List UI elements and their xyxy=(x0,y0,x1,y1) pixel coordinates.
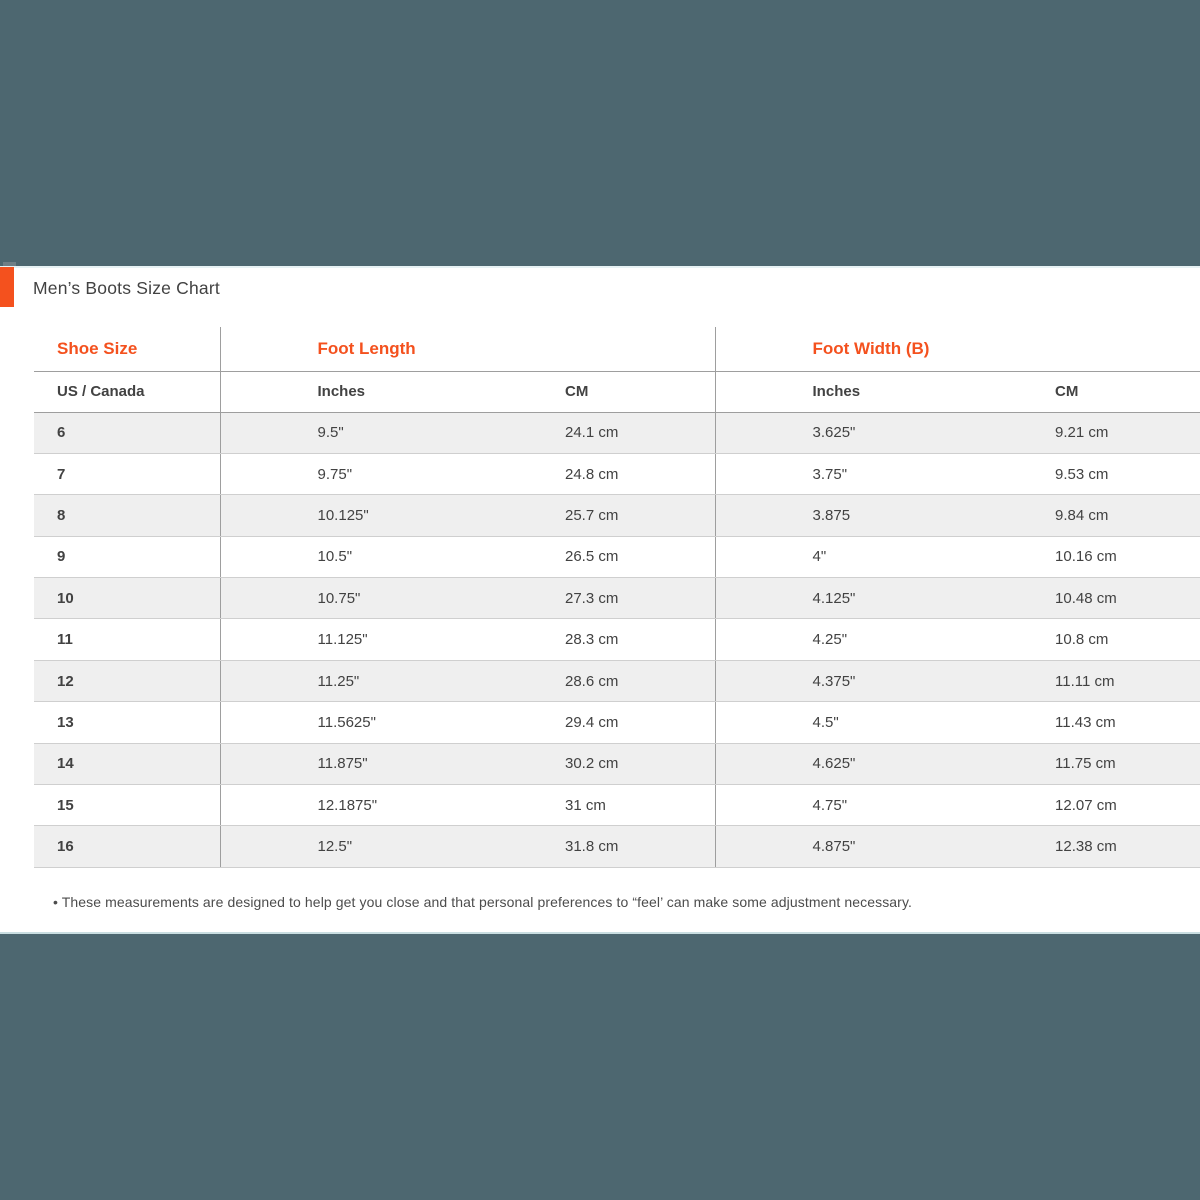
row-size-12 xyxy=(34,660,1200,701)
foot-width-cm-cell: 11.11 cm xyxy=(958,660,1200,701)
size-cell: 13 xyxy=(34,702,220,743)
group-header-foot-width: Foot Width (B) xyxy=(715,327,1200,371)
foot-width-cm-cell: 9.53 cm xyxy=(958,453,1200,494)
foot-width-cm-cell: 12.07 cm xyxy=(958,785,1200,826)
row-size-16 xyxy=(34,826,1200,867)
foot-length-inches-cell: 11.5625" xyxy=(220,702,468,743)
foot-length-cm-cell: 25.7 cm xyxy=(468,495,715,536)
foot-width-cm-cell: 9.21 cm xyxy=(958,412,1200,453)
size-cell: 9 xyxy=(34,536,220,577)
page-title: Men’s Boots Size Chart xyxy=(33,278,220,298)
row-size-8 xyxy=(34,495,1200,536)
column-header-us-canada: US / Canada xyxy=(34,371,220,412)
foot-length-cm-cell: 24.1 cm xyxy=(468,412,715,453)
foot-width-inches-cell: 4.25" xyxy=(715,619,958,660)
size-cell: 8 xyxy=(34,495,220,536)
row-size-15 xyxy=(34,785,1200,826)
column-header-length-cm: CM xyxy=(468,371,715,412)
foot-length-cm-cell: 27.3 cm xyxy=(468,578,715,619)
foot-length-cm-cell: 28.6 cm xyxy=(468,660,715,701)
foot-length-cm-cell: 28.3 cm xyxy=(468,619,715,660)
foot-width-inches-cell: 3.75" xyxy=(715,453,958,494)
size-cell: 14 xyxy=(34,743,220,784)
size-cell: 7 xyxy=(34,453,220,494)
size-cell: 15 xyxy=(34,785,220,826)
foot-length-cm-cell: 31.8 cm xyxy=(468,826,715,867)
foot-width-cm-cell: 12.38 cm xyxy=(958,826,1200,867)
foot-length-cm-cell: 29.4 cm xyxy=(468,702,715,743)
size-chart-panel xyxy=(0,266,1200,934)
foot-width-inches-cell: 4.125" xyxy=(715,578,958,619)
row-size-14 xyxy=(34,743,1200,784)
foot-length-inches-cell: 11.875" xyxy=(220,743,468,784)
foot-length-cm-cell: 26.5 cm xyxy=(468,536,715,577)
accent-tab xyxy=(0,267,14,307)
size-cell: 12 xyxy=(34,660,220,701)
group-header-foot-length: Foot Length xyxy=(220,327,715,371)
size-cell: 11 xyxy=(34,619,220,660)
foot-length-inches-cell: 11.125" xyxy=(220,619,468,660)
foot-length-inches-cell: 9.75" xyxy=(220,453,468,494)
group-header-row xyxy=(34,327,1200,371)
foot-width-cm-cell: 11.75 cm xyxy=(958,743,1200,784)
foot-width-inches-cell: 4.625" xyxy=(715,743,958,784)
foot-length-cm-cell: 24.8 cm xyxy=(468,453,715,494)
size-cell: 10 xyxy=(34,578,220,619)
foot-length-cm-cell: 31 cm xyxy=(468,785,715,826)
size-chart-body xyxy=(34,412,1200,867)
group-header-shoe-size: Shoe Size xyxy=(34,327,220,371)
size-cell: 16 xyxy=(34,826,220,867)
foot-length-inches-cell: 10.125" xyxy=(220,495,468,536)
foot-length-inches-cell: 10.5" xyxy=(220,536,468,577)
row-size-7 xyxy=(34,453,1200,494)
foot-width-inches-cell: 4.75" xyxy=(715,785,958,826)
foot-width-cm-cell: 10.48 cm xyxy=(958,578,1200,619)
size-cell: 6 xyxy=(34,412,220,453)
foot-width-inches-cell: 4.375" xyxy=(715,660,958,701)
foot-length-inches-cell: 10.75" xyxy=(220,578,468,619)
foot-length-inches-cell: 9.5" xyxy=(220,412,468,453)
column-header-row xyxy=(34,371,1200,412)
column-header-length-inches: Inches xyxy=(220,371,468,412)
foot-width-cm-cell: 10.8 cm xyxy=(958,619,1200,660)
foot-width-inches-cell: 4.875" xyxy=(715,826,958,867)
row-size-6 xyxy=(34,412,1200,453)
size-chart-table xyxy=(34,327,1200,868)
foot-width-cm-cell: 10.16 cm xyxy=(958,536,1200,577)
foot-width-inches-cell: 3.625" xyxy=(715,412,958,453)
foot-length-inches-cell: 12.1875" xyxy=(220,785,468,826)
foot-width-inches-cell: 4" xyxy=(715,536,958,577)
row-size-13 xyxy=(34,702,1200,743)
foot-width-cm-cell: 9.84 cm xyxy=(958,495,1200,536)
row-size-11 xyxy=(34,619,1200,660)
column-header-width-cm: CM xyxy=(958,371,1200,412)
foot-length-inches-cell: 11.25" xyxy=(220,660,468,701)
foot-length-cm-cell: 30.2 cm xyxy=(468,743,715,784)
foot-width-inches-cell: 3.875 xyxy=(715,495,958,536)
row-size-9 xyxy=(34,536,1200,577)
foot-width-cm-cell: 11.43 cm xyxy=(958,702,1200,743)
foot-width-inches-cell: 4.5" xyxy=(715,702,958,743)
foot-length-inches-cell: 12.5" xyxy=(220,826,468,867)
row-size-10 xyxy=(34,578,1200,619)
measurement-footnote: • These measurements are designed to help get you close and that personal preferences to “feel’ can make some adjustment necessary. xyxy=(53,894,912,910)
column-header-width-inches: Inches xyxy=(715,371,958,412)
